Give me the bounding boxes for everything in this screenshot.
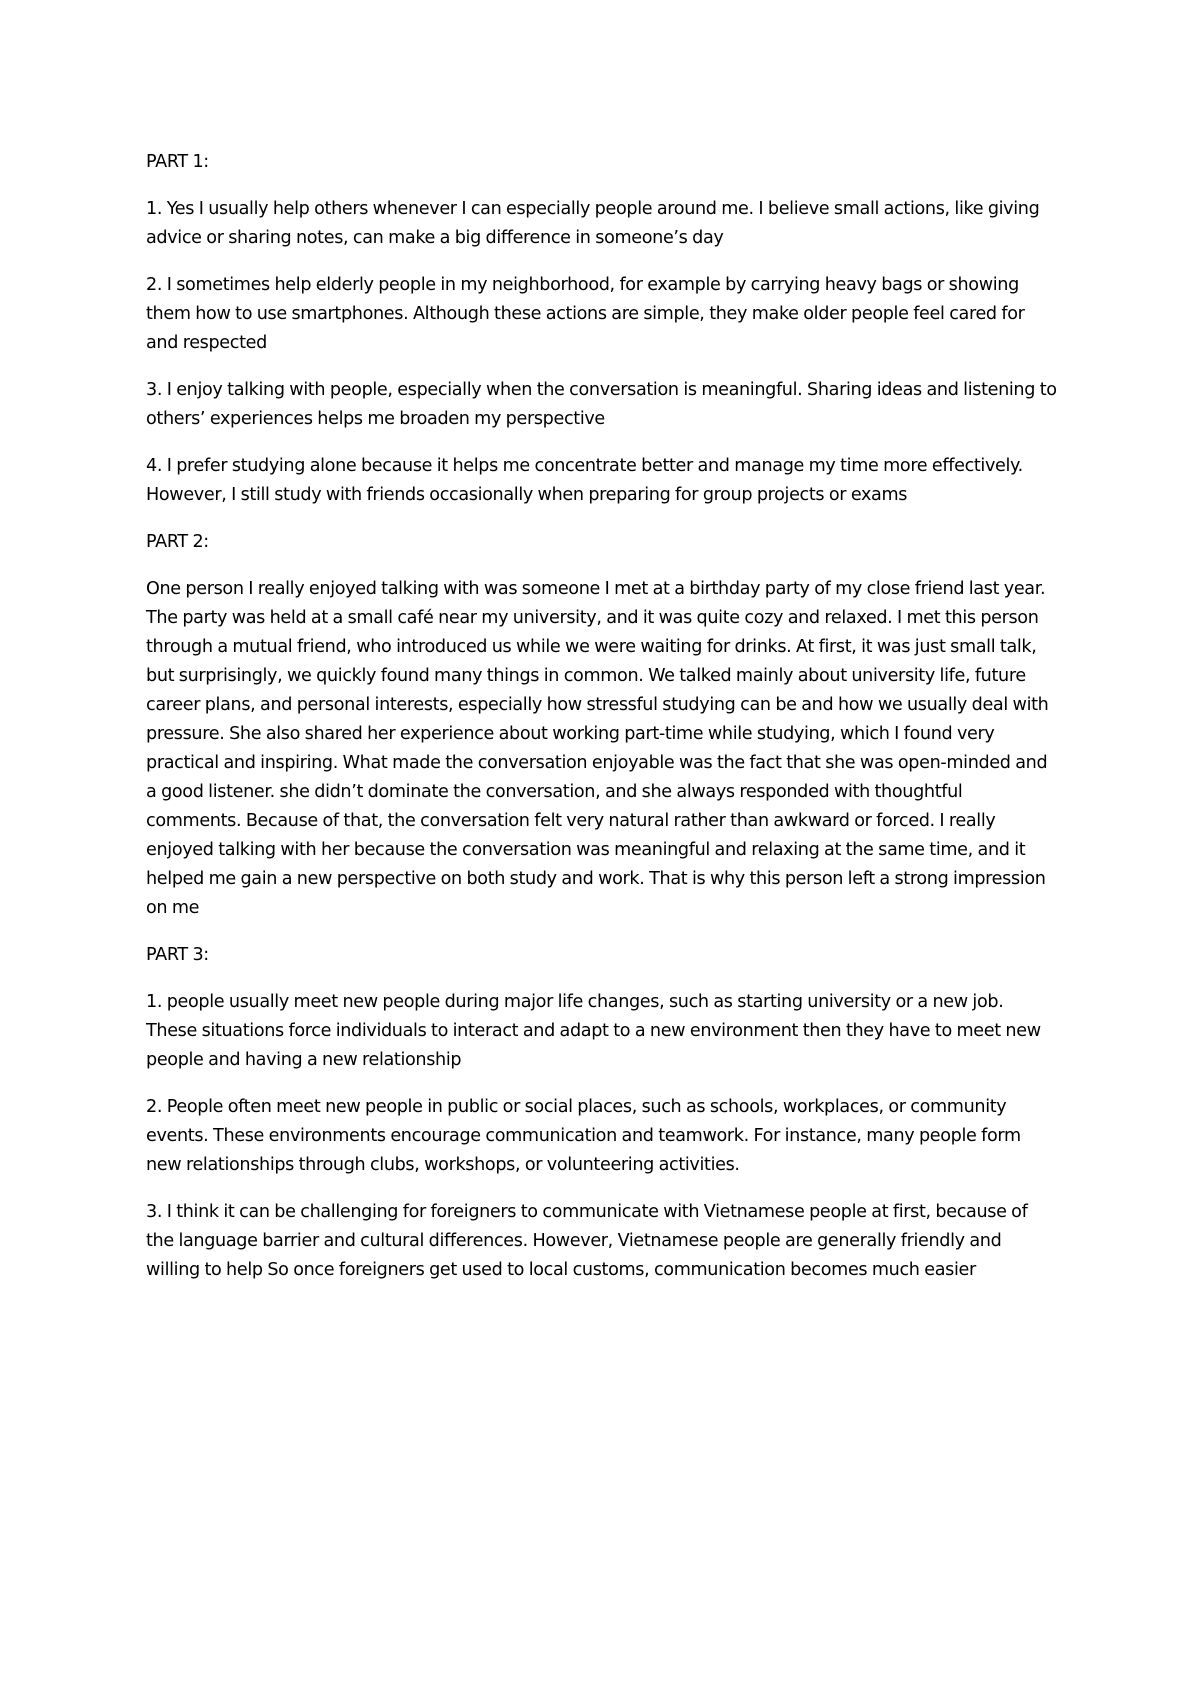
part-3-answer-2: 2. People often meet new people in public or social places, such as schools, workplaces, or community events. These environments encourage communication and teamwork. For instance, many people form new relationships through clubs, workshops, or volunteering activities. <box>146 1097 1021 1175</box>
part-3-answer-3: 3. I think it can be challenging for foreigners to communicate with Vietnamese people at first, because of the language barrier and cultural differences. However, Vietnamese people are generally friendly and willing to help So once foreigners get used to local customs, communication becomes much easier <box>146 1202 1028 1280</box>
part-3-heading: PART 3: <box>146 945 209 965</box>
part-1-answer-1: 1. Yes I usually help others whenever I can especially people around me. I believe small actions, like giving advice or sharing notes, can make a big difference in someone’s day <box>146 199 1040 248</box>
part-2-heading: PART 2: <box>146 532 209 552</box>
part-1-answer-3: 3. I enjoy talking with people, especially when the conversation is meaningful. Sharing ideas and listening to others’ experiences helps me broaden my perspective <box>146 380 1057 429</box>
part-1-answer-4: 4. I prefer studying alone because it helps me concentrate better and manage my time more effectively. However, I still study with friends occasionally when preparing for group projects or exams <box>146 456 1023 505</box>
part-2-paragraph: One person I really enjoyed talking with was someone I met at a birthday party of my close friend last year. The party was held at a small café near my university, and it was quite cozy and relaxed. I met this person through a mutual friend, who introduced us while we were waiting for drinks. At first, it was just small talk, but surprisingly, we quickly found many things in common. We talked mainly about university life, future career plans, and personal interests, especially how stressful studying can be and how we usually deal with pressure. She also shared her experience about working part-time while studying, which I found very practical and inspiring. What made the conversation enjoyable was the fact that she was open-minded and a good listener. she didn’t dominate the conversation, and she always responded with thoughtful comments. Because of that, the conversation felt very natural rather than awkward or forced. I really enjoyed talking with her because the conversation was meaningful and relaxing at the same time, and it helped me gain a new perspective on both study and work. That is why this person left a strong impression on me <box>146 579 1049 918</box>
part-1-answer-2: 2. I sometimes help elderly people in my neighborhood, for example by carrying heavy bags or showing them how to use smartphones. Although these actions are simple, they make older people feel cared for and respected <box>146 275 1025 353</box>
document-body <box>146 148 1058 1303</box>
part-1-heading: PART 1: <box>146 152 209 172</box>
part-3-answer-1: 1. people usually meet new people during major life changes, such as starting university or a new job. These situations force individuals to interact and adapt to a new environment then they have to meet new people and having a new relationship <box>146 992 1041 1070</box>
